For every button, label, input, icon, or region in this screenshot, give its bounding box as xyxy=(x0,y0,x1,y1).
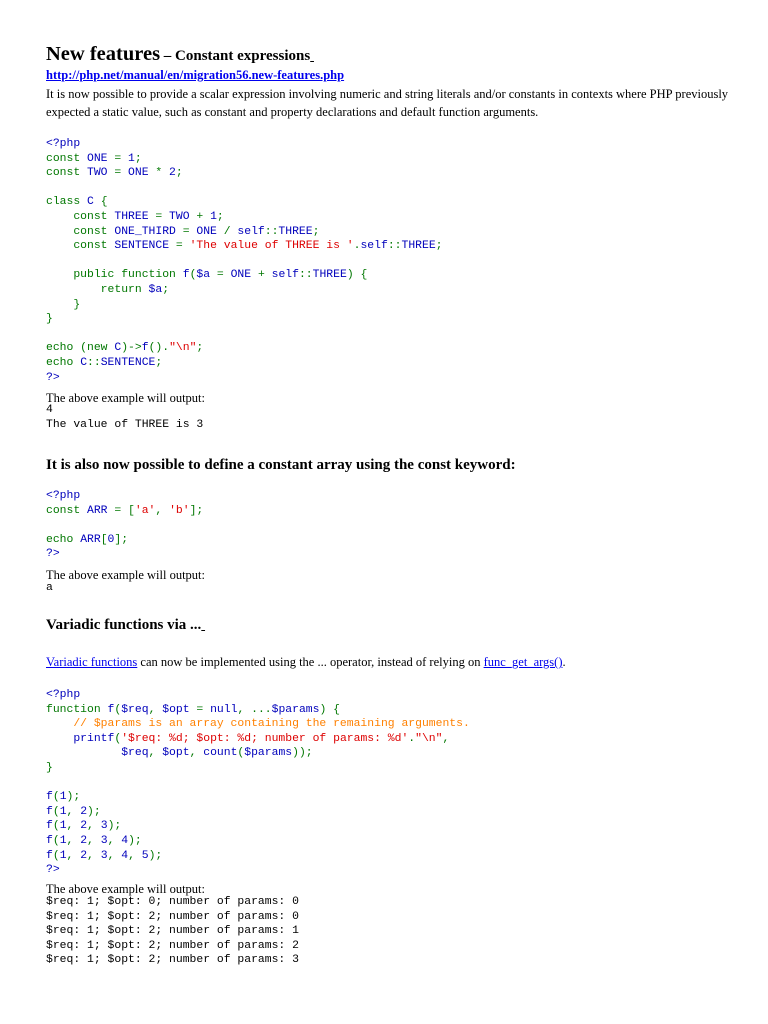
code-token: SENTENCE xyxy=(114,240,176,253)
code-token: 1 xyxy=(59,791,67,804)
output-line: 4 xyxy=(46,404,53,416)
code-token: ( xyxy=(52,791,60,804)
code-token: = xyxy=(155,210,170,223)
code-token: <?php xyxy=(46,138,81,150)
code-token: f xyxy=(182,269,190,282)
code-line xyxy=(46,312,748,327)
code-line xyxy=(46,504,748,519)
source-url-row xyxy=(46,68,738,83)
code-token: const xyxy=(46,210,115,223)
code-token: public function xyxy=(46,269,183,282)
code-token: "\n" xyxy=(415,732,443,745)
code-line xyxy=(46,805,748,820)
code-token: SENTENCE xyxy=(100,356,156,369)
code-token: $a xyxy=(148,283,163,296)
title-main: New features xyxy=(46,43,161,65)
code-token: } xyxy=(46,761,53,774)
code-token: ( xyxy=(52,849,60,862)
output-line: $req: 1; $opt: 2; number of params: 2 xyxy=(46,939,299,952)
intro-block xyxy=(46,85,738,121)
code-token: TWO xyxy=(169,210,197,223)
code-token: = xyxy=(114,167,129,180)
code-token: = xyxy=(114,152,129,165)
section-heading-const-array: It is also now possible to define a constant array using the const keyword: xyxy=(46,457,516,473)
code-token: f xyxy=(46,805,53,818)
code-token: 1 xyxy=(59,820,67,833)
code-token: :: xyxy=(264,225,279,238)
code-token: 2 xyxy=(80,849,88,862)
code-token: ; xyxy=(312,225,320,238)
code-token: , ... xyxy=(237,703,272,716)
code-token: return xyxy=(46,283,149,296)
code-token: , xyxy=(87,834,101,847)
code-token: 5 xyxy=(141,849,149,862)
output-label: The above example will output: xyxy=(46,882,205,896)
code-token: ; xyxy=(175,167,183,180)
code-token: , xyxy=(128,849,142,862)
code-token: , xyxy=(87,849,101,862)
code-line xyxy=(46,717,748,732)
code-token: count xyxy=(203,747,238,760)
code-token: echo xyxy=(46,533,81,546)
code-token: ( xyxy=(237,747,245,760)
section-variadic xyxy=(46,616,738,634)
code-token: f xyxy=(46,791,53,804)
code-token: ONE_THIRD xyxy=(114,225,183,238)
code-token xyxy=(46,747,121,759)
code-token: // $params is an array containing the remaining arguments. xyxy=(46,718,470,731)
code-line xyxy=(46,863,748,878)
code-line xyxy=(46,489,748,504)
code-token: 'a' xyxy=(134,504,156,517)
section-heading-variadic: Variadic functions via ... xyxy=(46,617,202,633)
code-line xyxy=(46,195,748,210)
code-line xyxy=(46,254,748,269)
code-token: ARR xyxy=(80,533,101,546)
code-token: f xyxy=(141,342,149,355)
code-token: :: xyxy=(87,356,101,369)
code-token: ); xyxy=(66,791,81,804)
code-token: (). xyxy=(148,342,170,355)
code-token: THREE xyxy=(278,225,313,238)
code-token: $opt xyxy=(162,747,190,760)
page-header xyxy=(46,42,738,68)
code-line xyxy=(46,166,748,181)
code-token: echo xyxy=(46,356,81,369)
code-token: 1 xyxy=(128,152,135,165)
code-line xyxy=(46,268,748,283)
code-token: :: xyxy=(387,240,402,253)
code-token: ?> xyxy=(46,864,60,877)
code-token: , xyxy=(66,849,81,862)
code-line xyxy=(46,776,748,791)
code-line xyxy=(46,688,748,703)
code-token: ); xyxy=(87,805,101,818)
code-token: self xyxy=(271,269,299,282)
code-token: , xyxy=(442,732,450,745)
source-url-link[interactable]: http://php.net/manual/en/migration56.new-features.php xyxy=(46,68,345,82)
code-token: C xyxy=(114,342,122,355)
code-line xyxy=(46,790,748,805)
code-token: $req xyxy=(121,747,149,760)
output-block-1 xyxy=(46,403,748,432)
code-token: 2 xyxy=(80,820,88,833)
code-line xyxy=(46,137,748,152)
code-token: $a xyxy=(196,269,217,282)
code-token: [ xyxy=(100,533,108,546)
output-block-2 xyxy=(46,581,748,596)
code-token: 2 xyxy=(80,834,88,847)
code-token: ; xyxy=(134,152,142,165)
code-line xyxy=(46,533,748,548)
code-line xyxy=(46,547,748,562)
code-token: $params xyxy=(244,747,293,760)
code-token: 1 xyxy=(59,834,67,847)
code-line xyxy=(46,819,748,834)
code-token: '$req: %d; $opt: %d; number of params: %d' xyxy=(121,732,409,745)
code-token: printf xyxy=(73,732,115,745)
code-line xyxy=(46,239,748,254)
code-token: THREE xyxy=(114,210,156,223)
code-token: + xyxy=(257,269,272,282)
code-token: f xyxy=(46,820,53,833)
code-token: ONE xyxy=(87,152,115,165)
code-token: = xyxy=(182,225,197,238)
code-token: ARR xyxy=(87,504,115,517)
code-token: 3 xyxy=(100,834,108,847)
code-token: const xyxy=(46,225,115,238)
code-token: ( xyxy=(189,269,197,282)
code-token: ?> xyxy=(46,548,60,561)
code-token: f xyxy=(107,703,115,716)
code-token: 1 xyxy=(210,210,217,223)
output-line: $req: 1; $opt: 2; number of params: 0 xyxy=(46,910,299,923)
code-token: , xyxy=(107,834,122,847)
code-token: ]; xyxy=(189,504,204,517)
code-token: THREE xyxy=(401,240,436,253)
code-token: ; xyxy=(162,283,170,296)
code-token: 'The value of THREE is ' xyxy=(189,240,354,253)
code-block-constant-expressions xyxy=(46,137,748,385)
output-line: $req: 1; $opt: 2; number of params: 1 xyxy=(46,925,299,938)
code-token: , xyxy=(155,504,170,517)
code-token: ); xyxy=(107,820,122,833)
code-line xyxy=(46,298,748,313)
code-token: const xyxy=(46,504,88,517)
variadic-description xyxy=(46,653,738,671)
code-token: const xyxy=(46,152,88,165)
code-token: = xyxy=(175,240,190,253)
code-token: 2 xyxy=(169,167,176,180)
code-token: <?php xyxy=(46,490,81,502)
code-line xyxy=(46,327,748,342)
code-token: self xyxy=(237,225,265,238)
code-token: 4 xyxy=(121,834,129,847)
code-token: :: xyxy=(298,269,313,282)
code-line xyxy=(46,834,748,849)
func-get-args-link[interactable]: func_get_args() xyxy=(483,655,563,669)
code-token: , xyxy=(66,805,81,818)
code-token: } xyxy=(46,298,81,311)
code-token: / xyxy=(223,225,238,238)
code-token: ( xyxy=(114,703,122,716)
code-token: , xyxy=(66,820,81,833)
code-token: ( xyxy=(114,732,122,745)
output-block-3 xyxy=(46,895,748,968)
code-token: + xyxy=(196,210,211,223)
code-token: const xyxy=(46,240,115,253)
code-token: 0 xyxy=(107,533,115,546)
output-line: $req: 1; $opt: 2; number of params: 3 xyxy=(46,954,299,967)
title-dash: – xyxy=(160,48,176,64)
code-token: )-> xyxy=(121,342,142,355)
code-token: f xyxy=(46,834,53,847)
code-token: C xyxy=(87,196,101,209)
code-token: 3 xyxy=(100,849,108,862)
variadic-description-end: . xyxy=(562,655,566,669)
intro-paragraph: It is now possible to provide a scalar expression involving numeric and string literals and/or constants in contexts where PHP previously expected a static value, such as constant and property declarations and default function arguments. xyxy=(46,87,729,119)
code-token: , xyxy=(189,747,204,760)
code-token: . xyxy=(408,732,416,745)
page-title xyxy=(46,42,738,68)
code-token: , xyxy=(107,849,122,862)
code-token: $req xyxy=(121,703,149,716)
output-line: The value of THREE is 3 xyxy=(46,418,204,431)
code-line xyxy=(46,371,748,386)
code-token: ) { xyxy=(346,269,368,282)
code-token: f xyxy=(46,849,53,862)
code-token: ; xyxy=(435,240,443,253)
output-line: $req: 1; $opt: 0; number of params: 0 xyxy=(46,896,299,908)
code-line xyxy=(46,283,748,298)
code-token: $opt xyxy=(162,703,197,716)
code-token: ( xyxy=(52,805,60,818)
code-token: ); xyxy=(148,849,163,862)
variadic-description-text: can now be implemented using the ... operator, instead of relying on xyxy=(137,655,484,669)
code-token: <?php xyxy=(46,689,81,701)
title-subtitle: Constant expressions xyxy=(175,48,311,64)
code-token: $params xyxy=(271,703,320,716)
code-token: ]; xyxy=(114,533,129,546)
code-token: , xyxy=(148,747,163,760)
code-block-variadic xyxy=(46,688,748,878)
code-line xyxy=(46,356,748,371)
code-token: , xyxy=(148,703,163,716)
code-token: ONE xyxy=(230,269,258,282)
code-token: = xyxy=(196,703,211,716)
code-token: class xyxy=(46,196,88,209)
code-line xyxy=(46,849,748,864)
code-token: ?> xyxy=(46,371,60,384)
code-token: = [ xyxy=(114,504,135,517)
code-line xyxy=(46,761,748,776)
code-token: 3 xyxy=(100,820,108,833)
code-token: 1 xyxy=(59,849,67,862)
code-line xyxy=(46,703,748,718)
code-token: echo (new xyxy=(46,342,115,355)
code-token xyxy=(46,733,73,745)
code-token: 1 xyxy=(59,805,67,818)
code-token: , xyxy=(66,834,81,847)
code-token: , xyxy=(87,820,101,833)
code-token: ONE xyxy=(196,225,224,238)
output-label: The above example will output: xyxy=(46,568,205,582)
output-line: a xyxy=(46,582,53,594)
code-token: null xyxy=(210,703,238,716)
code-token: TWO xyxy=(87,167,115,180)
code-token: 4 xyxy=(121,849,129,862)
code-token: = xyxy=(216,269,231,282)
code-token: ; xyxy=(216,210,224,223)
code-token: "\n" xyxy=(169,342,197,355)
variadic-functions-link[interactable]: Variadic functions xyxy=(46,655,138,669)
code-line xyxy=(46,518,748,533)
code-token: )); xyxy=(292,747,313,760)
code-token: . xyxy=(353,240,361,253)
code-token: ) { xyxy=(319,703,340,716)
code-token: 2 xyxy=(80,805,88,818)
code-token: ONE xyxy=(128,167,156,180)
code-token: ); xyxy=(128,834,142,847)
code-line xyxy=(46,210,748,225)
code-token: self xyxy=(360,240,388,253)
code-line xyxy=(46,746,748,761)
code-token: 'b' xyxy=(169,504,190,517)
code-token: function xyxy=(46,703,108,716)
variadic-description-row xyxy=(46,653,738,671)
code-token: THREE xyxy=(312,269,347,282)
code-token: ; xyxy=(196,342,204,355)
code-line xyxy=(46,181,748,196)
code-token: ( xyxy=(52,834,60,847)
code-token: ; xyxy=(155,356,163,369)
code-line xyxy=(46,152,748,167)
code-token: const xyxy=(46,167,88,180)
code-token: { xyxy=(100,196,108,209)
output-label: The above example will output: xyxy=(46,391,205,405)
code-line xyxy=(46,341,748,356)
section-const-array xyxy=(46,456,738,474)
code-token: C xyxy=(80,356,88,369)
code-token: * xyxy=(155,167,170,180)
code-block-const-array xyxy=(46,489,748,562)
code-line xyxy=(46,225,748,240)
code-token: ( xyxy=(52,820,60,833)
code-line xyxy=(46,732,748,747)
code-token: } xyxy=(46,313,53,326)
